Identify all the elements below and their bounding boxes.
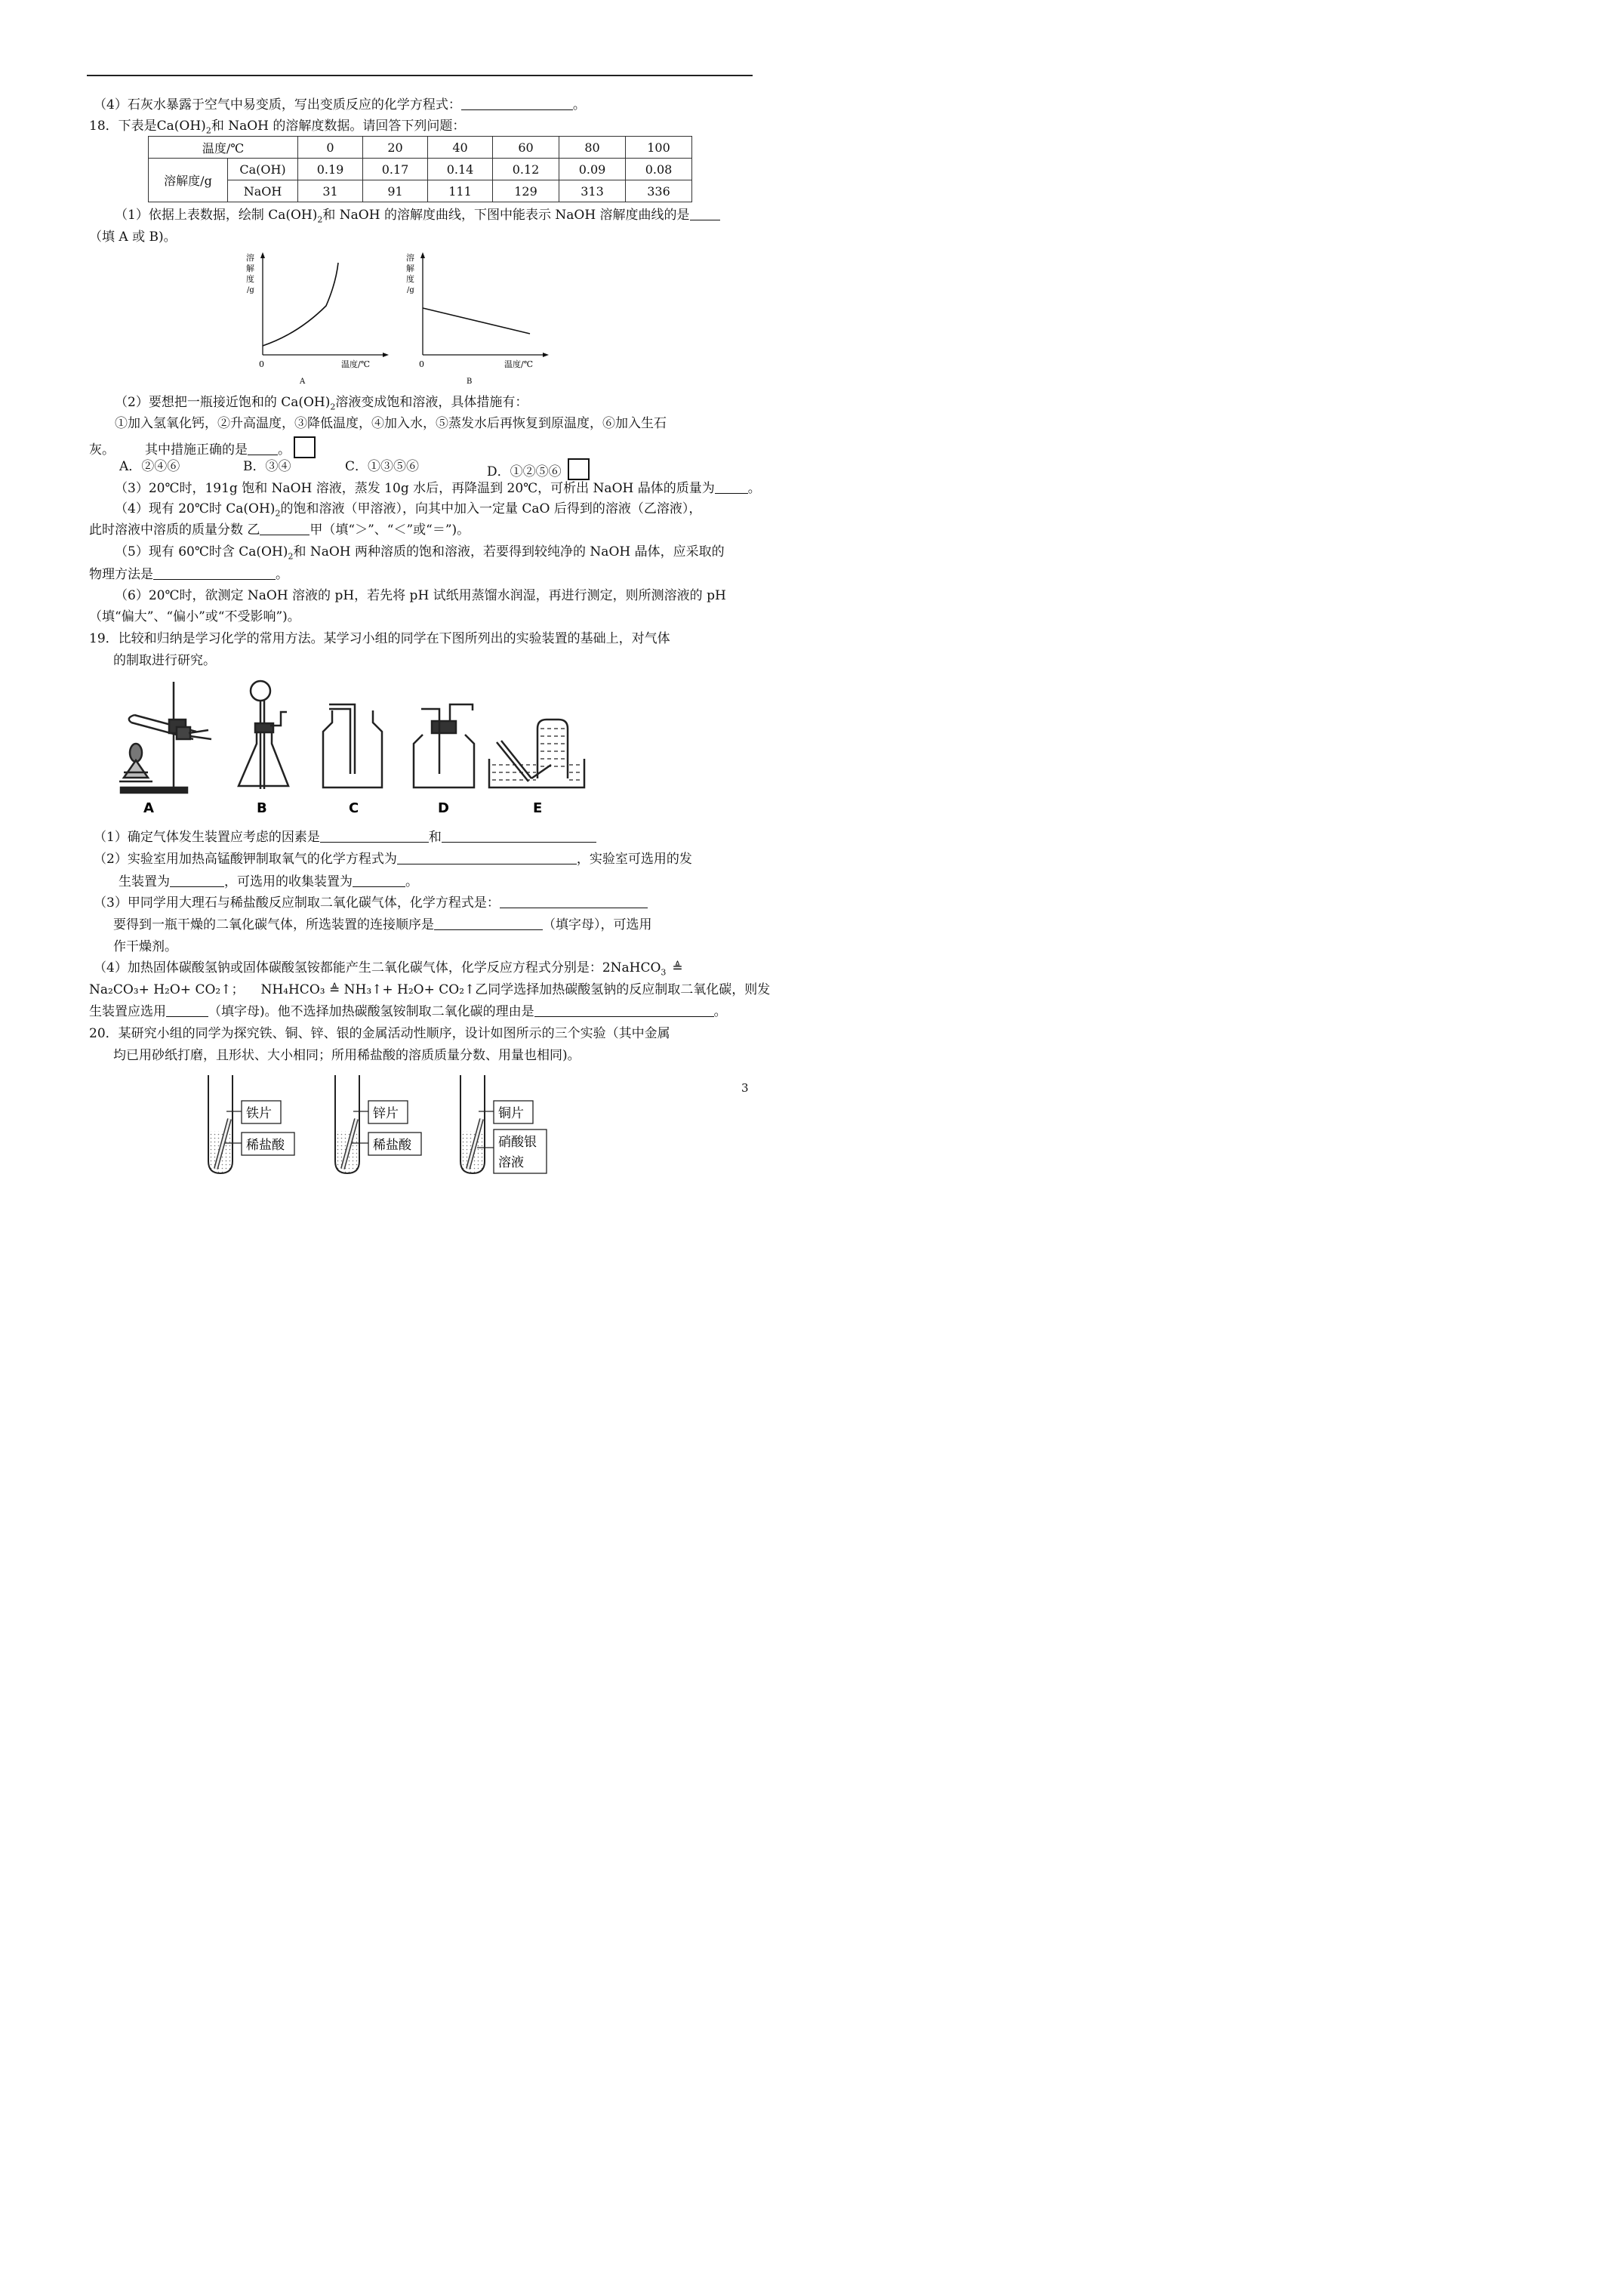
q18-part2: （2）要想把一瓶接近饱和的 $Ca(OH)_2$溶液变成饱和溶液，具体措施有： [115, 395, 528, 412]
answer-blank[interactable] [715, 481, 748, 494]
table-cell: 0.14 [428, 159, 493, 180]
apparatus-e [489, 720, 584, 787]
solubility-header: 溶解度/g [149, 159, 228, 202]
table-cell: 0.09 [559, 159, 626, 180]
y-label-char: 解 [246, 264, 254, 273]
answer-blank[interactable] [260, 522, 310, 535]
origin-label: 0 [259, 359, 264, 369]
q19-part3: （3）甲同学用大理石与稀盐酸反应制取二氧化碳气体，化学方程式是： [94, 895, 648, 911]
q20-intro: 20．某研究小组的同学为探究铁、铜、锌、银的金属活动性顺序，设计如图所示的三个实验（其中金属 [89, 1026, 670, 1041]
page-number: 3 [741, 1081, 749, 1095]
answer-blank[interactable] [248, 442, 278, 455]
apparatus-a [119, 682, 211, 793]
q18-part2-options: ①加入氢氧化钙，②升高温度，③降低温度，④加入水，⑤蒸发水后再恢复到原温度，⑥加入生石 [115, 416, 667, 431]
liquid-label: 稀盐酸 [246, 1138, 285, 1153]
q19-part3-cont: 要得到一瓶干燥的二氧化碳气体，所选装置的连接顺序是 （填字母），可选用 [113, 917, 652, 932]
q18-part5-cont: 物理方法是 。 [89, 567, 288, 582]
q18-part3: （3）20℃时，191g 饱和 NaOH 溶液，蒸发 10g 水后，再降温到 20℃，可析出 NaOH 晶体的质量为 。 [115, 481, 761, 496]
y-label-char: 解 [406, 264, 414, 273]
q19-intro-cont: 的制取进行研究。 [113, 653, 216, 668]
table-cell: 20 [363, 137, 428, 159]
table-cell: 0.17 [363, 159, 428, 180]
metal-label: 铜片 [498, 1106, 524, 1121]
q18-part5: （5）现有 60℃时含 $Ca(OH)_2$和 NaOH 两种溶质的饱和溶液，若要得到较纯净的 NaOH 晶体，应采取的 [115, 544, 725, 562]
q18-part6: （6）20℃时，欲测定 NaOH 溶液的 pH，若先将 pH 试纸用蒸馏水润湿，再进行测定，则所测溶液的 pH [115, 588, 726, 603]
q19-intro: 19．比较和归纳是学习化学的常用方法。某学习小组的同学在下图所列出的实验装置的基础上，对气体 [89, 631, 670, 646]
test-tube-1 [208, 1075, 294, 1173]
y-label-char: 度 [406, 274, 414, 284]
table-cell: 0.12 [493, 159, 559, 180]
y-label-char: /g [407, 286, 414, 294]
graph-b [406, 252, 549, 386]
header-rule [87, 75, 753, 76]
table-row [149, 180, 692, 202]
table-cell: 60 [493, 137, 559, 159]
q19-part1: （1）确定气体发生装置应考虑的因素是 和 [94, 829, 596, 846]
test-tubes-figure [198, 1072, 575, 1175]
table-cell: 336 [626, 180, 692, 202]
q19-part4-cont: 生装置应选用 （填字母)。他不选择加热碳酸氢铵制取二氧化碳的理由是 。 [89, 1004, 727, 1019]
solubility-table [148, 136, 692, 202]
q19-part4: （4）加热固体碳酸氢钠或固体碳酸氢铵都能产生二氧化碳气体，化学反应方程式分别是：2NaHCO$_3$ ≜ [94, 960, 683, 978]
answer-blank[interactable] [320, 830, 429, 843]
answer-blank[interactable] [690, 208, 720, 220]
table-cell: 80 [559, 137, 626, 159]
graph-a [246, 252, 389, 386]
apparatus-label-c: C [349, 800, 359, 816]
liquid-label: 稀盐酸 [373, 1138, 411, 1153]
table-cell: 0.19 [298, 159, 363, 180]
table-cell: 111 [428, 180, 493, 202]
q18-part4: （4）现有 20℃时 $Ca(OH)_2$的饱和溶液（甲溶液），向其中加入一定量 CaO 后得到的溶液（乙溶液）， [115, 501, 702, 519]
solubility-graphs [242, 249, 559, 393]
table-cell: 313 [559, 180, 626, 202]
graph-a-label: A [300, 378, 306, 386]
origin-label: 0 [419, 359, 424, 369]
y-label-char: 溶 [246, 253, 254, 263]
table-cell: 31 [298, 180, 363, 202]
table-cell: 0 [298, 137, 363, 159]
table-cell: 91 [363, 180, 428, 202]
answer-blank[interactable] [170, 874, 224, 887]
q18-part4-cont: 此时溶液中溶质的质量分数 乙 甲（填“＞”、“＜”或“＝”)。 [89, 522, 470, 538]
answer-blank[interactable] [500, 895, 648, 908]
answer-box[interactable] [568, 458, 590, 480]
apparatus-figure [113, 676, 596, 819]
apparatus-label-d: D [438, 800, 449, 816]
choice-b: B．③④ [243, 459, 291, 474]
q19-part2-cont: 生装置为 ，可选用的收集装置为 。 [119, 874, 418, 889]
row-label: Ca(OH) [228, 159, 298, 180]
table-cell: 100 [626, 137, 692, 159]
answer-blank[interactable] [434, 917, 543, 930]
answer-blank[interactable] [534, 1004, 714, 1017]
table-cell: 0.08 [626, 159, 692, 180]
answer-blank[interactable] [442, 830, 596, 843]
x-label: 温度/℃ [504, 359, 534, 369]
apparatus-label-e: E [533, 800, 543, 816]
apparatus-label-a: A [143, 800, 154, 816]
answer-blank[interactable] [166, 1004, 208, 1017]
answer-blank[interactable] [353, 874, 405, 887]
apparatus-d [414, 704, 474, 787]
graph-b-label: B [467, 378, 473, 386]
q18-part6-cont: （填“偏大”、“偏小”或“不受影响”)。 [89, 609, 300, 624]
apparatus-b [239, 681, 288, 789]
q18-intro: 18．下表是$Ca(OH)_2$和 NaOH 的溶解度数据。请回答下列问题： [89, 119, 466, 136]
temp-header: 温度/℃ [149, 137, 298, 159]
row-label: NaOH [228, 180, 298, 202]
q19-part2: （2）实验室用加热高锰酸钾制取氧气的化学方程式为 ，实验室可选用的发 [94, 852, 692, 867]
table-row [149, 159, 692, 180]
q20-intro-cont: 均已用砂纸打磨，且形状、大小相同；所用稀盐酸的溶质质量分数、用量也相同)。 [113, 1048, 581, 1063]
liquid-label: 硝酸银 [498, 1135, 537, 1150]
answer-blank[interactable] [461, 97, 573, 110]
choice-d: D．①②⑤⑥ [487, 458, 590, 480]
table-cell: 40 [428, 137, 493, 159]
choice-a: A．②④⑥ [119, 459, 180, 474]
test-tube-2 [335, 1075, 421, 1173]
q17-part4: （4）石灰水暴露于空气中易变质，写出变质反应的化学方程式： 。 [94, 97, 586, 112]
y-label-char: 度 [246, 274, 254, 284]
table-row [149, 137, 692, 159]
metal-label: 锌片 [373, 1106, 399, 1121]
metal-label: 铁片 [246, 1106, 272, 1121]
curve-a [263, 263, 338, 346]
test-tube-3 [460, 1075, 547, 1173]
q18-part2-ask: 灰。 其中措施正确的是 。 [89, 436, 316, 458]
answer-blank[interactable] [397, 852, 577, 864]
apparatus-c [323, 704, 382, 787]
q18-part1: （1）依据上表数据，绘制 $Ca(OH)_2$和 NaOH 的溶解度曲线，下图中能表示 NaOH 溶解度曲线的是 [115, 207, 720, 223]
answer-blank[interactable] [153, 567, 276, 580]
q19-part4-eq: Na₂CO₃+ H₂O+ CO₂↑； NH₄HCO₃ ≜ NH₃↑+ H₂O+ CO₂↑乙同学选择加热碳酸氢钠的反应制取二氧化碳，则发 [89, 982, 771, 997]
x-label: 温度/℃ [341, 359, 371, 369]
q19-part3-cont2: 作干燥剂。 [113, 939, 177, 954]
choice-c: C．①③⑤⑥ [345, 459, 420, 474]
apparatus-label-b: B [257, 800, 267, 816]
liquid-label: 溶液 [498, 1155, 524, 1170]
curve-b [423, 308, 530, 334]
y-label-char: 溶 [406, 253, 414, 263]
y-label-char: /g [247, 286, 254, 294]
table-cell: 129 [493, 180, 559, 202]
q18-part1-cont: （填 A 或 B)。 [89, 230, 177, 245]
answer-box[interactable] [294, 436, 316, 458]
